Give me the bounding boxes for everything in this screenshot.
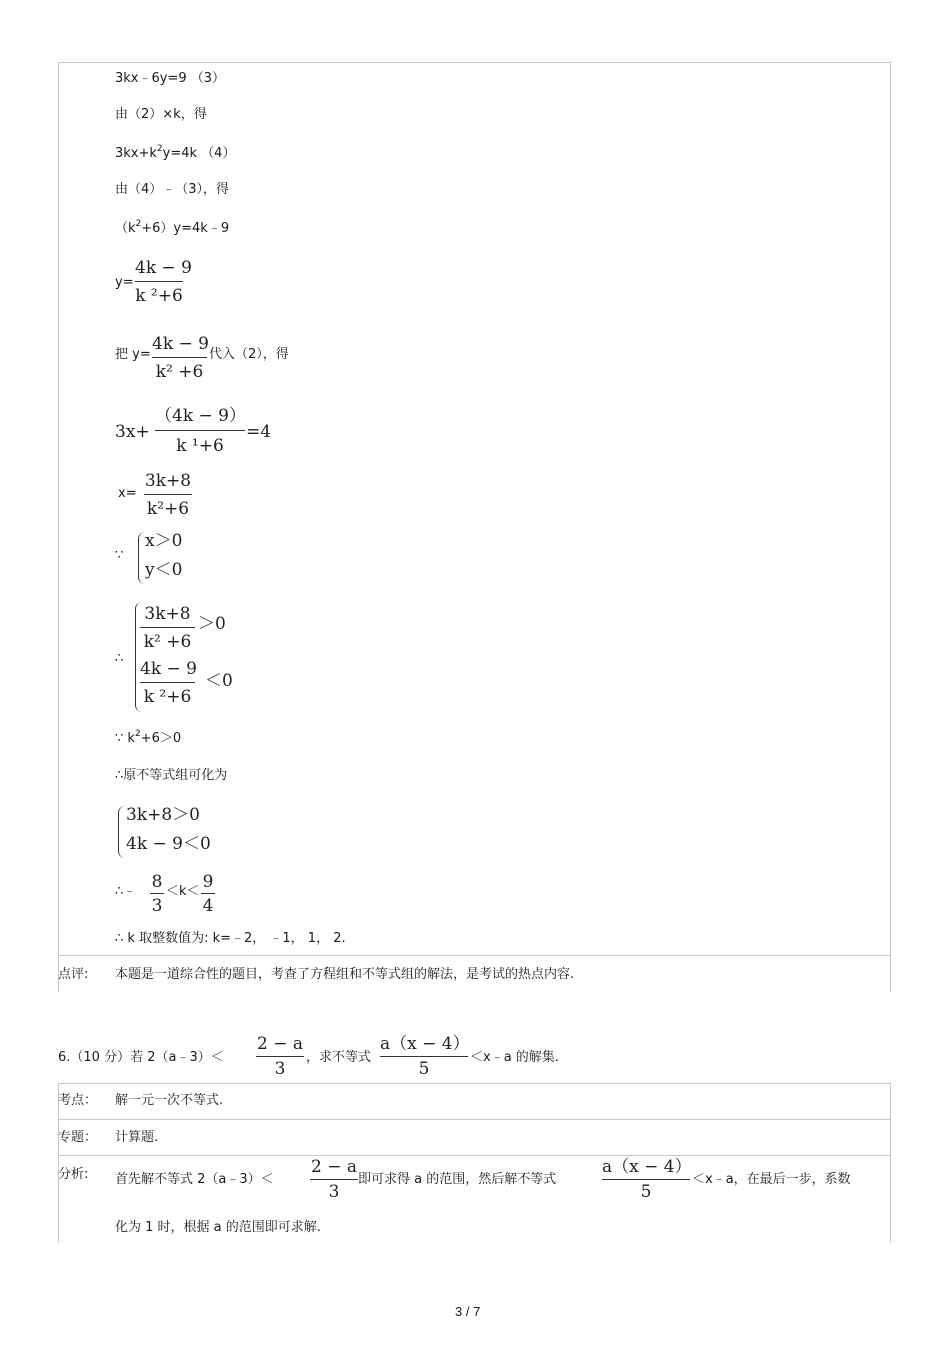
equation-3x-denominator: k ¹+6 [176, 436, 224, 456]
question6-suffix: ＜x﹣a 的解集. [470, 1050, 559, 1065]
step-subtract: 由（4）﹣（3），得 [115, 182, 230, 197]
y-fraction [135, 258, 192, 308]
range-fraction-left-denominator: 3 [151, 896, 163, 916]
equation-3x-prefix: 3x+ [115, 422, 150, 442]
system1-y-negative: y＜0 [145, 560, 183, 580]
fenxi-fraction-2 [602, 1158, 690, 1204]
substitute-prefix: 把 y= [115, 347, 151, 362]
because-symbol: ∵ [115, 548, 124, 563]
system2-relation-2: ＜0 [205, 671, 233, 691]
question6-fraction-2-numerator: a（x − 4） [380, 1034, 470, 1054]
x-equals-label: x= [118, 486, 137, 501]
k-squared-positive: ∵ $k^2+6>0$ [115, 729, 182, 746]
range-fraction-right-bar [201, 893, 215, 894]
y-fraction-numerator: 4k − 9 [135, 258, 192, 278]
equation-3: 3kx﹣6y=9 （3） [115, 71, 226, 86]
table-right-border [890, 62, 891, 992]
equation-3x-suffix: =4 [246, 422, 272, 442]
substitute-fraction-bar [152, 357, 207, 358]
substitute-suffix: 代入（2），得 [209, 347, 289, 362]
table-row-divider [58, 955, 891, 956]
y-fraction-bar [135, 281, 183, 282]
q6-table-top-border [58, 1083, 891, 1084]
range-fraction-left-bar [150, 893, 164, 894]
system2-fraction-2-denominator: k ²+6 [143, 687, 192, 707]
fenxi-fraction-2-denominator: 5 [640, 1182, 652, 1202]
fenxi-fraction-1-denominator: 3 [328, 1182, 340, 1202]
q6-table-right-border [890, 1083, 891, 1243]
substitute-fraction-numerator: 4k − 9 [152, 334, 209, 354]
therefore-symbol: ∴ [115, 651, 124, 666]
y-equals-label: y= [115, 275, 134, 290]
substitute-fraction [152, 334, 207, 384]
x-fraction-numerator: 3k+8 [144, 471, 192, 491]
range-fraction-left [150, 872, 164, 916]
simplify-system-text: ∴原不等式组可化为 [115, 768, 228, 783]
comment-text: 本题是一道综合性的题目，考查了方程组和不等式组的解法，是考试的热点内容. [115, 967, 575, 982]
equation-3x-numerator: （4k − 9） [155, 406, 246, 426]
fenxi-fraction-1-bar [310, 1179, 358, 1180]
zhuanti-text: 计算题. [115, 1130, 159, 1145]
range-fraction-left-numerator: 8 [151, 872, 163, 892]
system1-x-positive: x＞0 [145, 531, 183, 551]
substitute-fraction-denominator: k² +6 [155, 362, 204, 382]
question6-middle: ，求不等式 [306, 1050, 372, 1065]
step-multiply-k: 由（2）×k，得 [115, 107, 207, 122]
system3-line-1: 3k+8＞0 [126, 805, 200, 825]
q6-table-divider-1 [58, 1119, 891, 1120]
x-fraction [144, 471, 192, 521]
equation-4: $3kx+k^2y=4k$ （4） [115, 144, 236, 161]
x-fraction-denominator: k²+6 [146, 499, 190, 519]
system2-fraction-1-numerator: 3k+8 [144, 604, 191, 624]
fenxi-label: 分析: [58, 1167, 89, 1182]
comment-label: 点评: [58, 967, 89, 982]
range-fraction-right-denominator: 4 [202, 896, 214, 916]
range-middle: ＜k＜ [166, 884, 200, 899]
x-fraction-bar [144, 494, 192, 495]
equation-3x-fraction [155, 406, 245, 458]
system2-fraction-1 [140, 604, 195, 654]
table-left-border [58, 62, 59, 992]
range-fraction-right [201, 872, 215, 916]
fenxi-fraction-1-numerator: 2 − a [310, 1157, 357, 1177]
question6-fraction-1-bar [256, 1056, 304, 1057]
y-fraction-denominator: k ²+6 [135, 286, 183, 306]
kaodian-text: 解一元一次不等式. [115, 1093, 224, 1108]
question6-fraction-2-denominator: 5 [418, 1059, 430, 1079]
kaodian-label: 考点： [58, 1093, 98, 1108]
fenxi-line-2: 化为 1 时，根据 a 的范围即可求解. [115, 1220, 321, 1235]
equation-3x-bar [155, 430, 245, 431]
question6-fraction-1 [256, 1035, 304, 1081]
system2-relation-1: ＞0 [198, 614, 226, 634]
range-prefix: ∴﹣ [115, 884, 137, 899]
question6-prefix: 6.（10 分）若 2（a﹣3）＜ [58, 1050, 224, 1065]
fenxi-part-1: 首先解不等式 2（a﹣3）＜ [115, 1172, 274, 1187]
zhuanti-label: 专题： [58, 1130, 98, 1145]
question6-fraction-2 [380, 1035, 468, 1081]
range-fraction-right-numerator: 9 [202, 872, 214, 892]
system2-fraction-1-bar [140, 627, 195, 628]
question6-fraction-1-numerator: 2 − a [256, 1034, 303, 1054]
system2-fraction-2-bar [140, 682, 195, 683]
fenxi-fraction-2-numerator: a（x − 4） [602, 1157, 692, 1177]
equation-k-squared: $(k^2+6)y=4k﹣9$ [115, 219, 230, 236]
fenxi-part-3: ＜x﹣a，在最后一步，系数 [692, 1172, 851, 1187]
system-brace-3 [118, 806, 125, 858]
system2-fraction-1-denominator: k² +6 [143, 632, 192, 652]
integer-values-of-k: ∴ k 取整数值为: k=﹣2， ﹣1， 1， 2. [115, 931, 346, 946]
page-number: 3 / 7 [455, 1304, 481, 1319]
system2-fraction-2-numerator: 4k − 9 [140, 659, 197, 679]
question6-fraction-2-bar [380, 1056, 468, 1057]
table-top-border [58, 62, 891, 63]
question6-fraction-1-denominator: 3 [274, 1059, 286, 1079]
fenxi-part-2: 即可求得 a 的范围，然后解不等式 [358, 1172, 557, 1187]
fenxi-fraction-2-bar [602, 1179, 690, 1180]
q6-table-divider-2 [58, 1155, 891, 1156]
system2-fraction-2 [140, 659, 195, 709]
system3-line-2: 4k − 9＜0 [126, 834, 211, 854]
fenxi-fraction-1 [310, 1158, 358, 1204]
system-brace-1 [138, 532, 145, 584]
